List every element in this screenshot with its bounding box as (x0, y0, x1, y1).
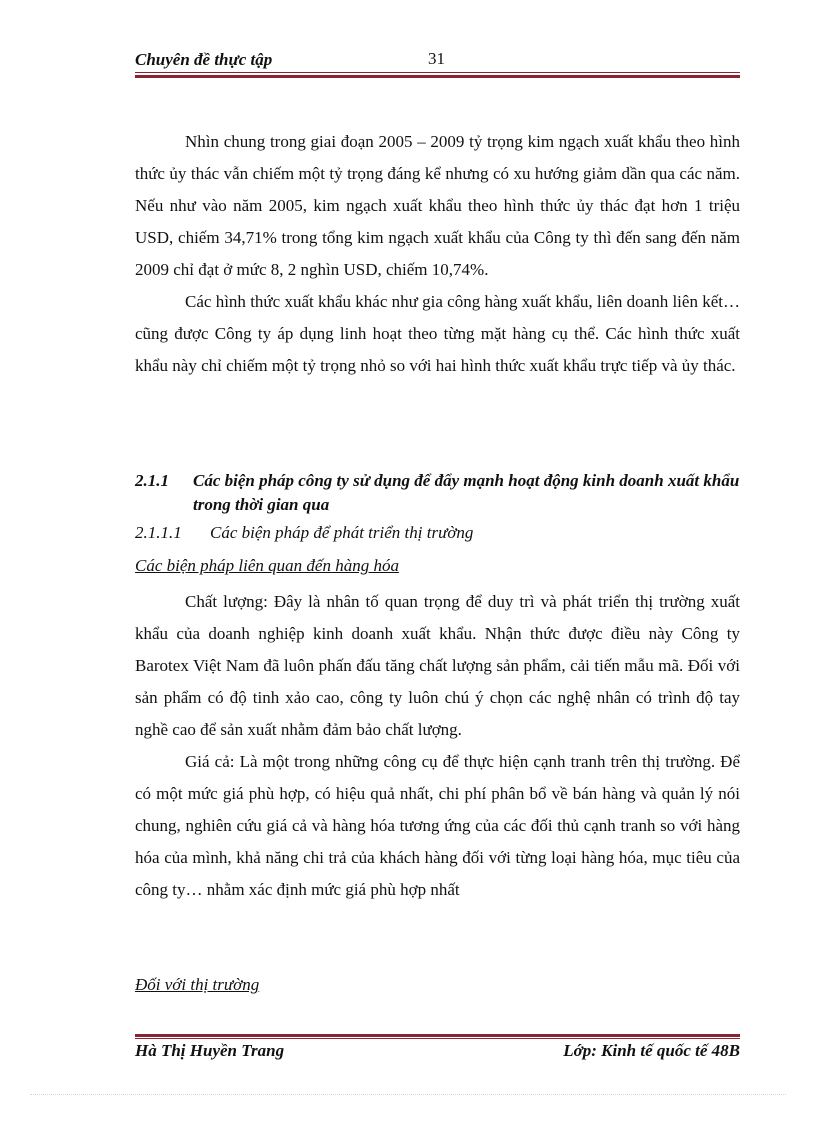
page-header (135, 48, 740, 72)
sub-heading-goods: Các biện pháp liên quan đến hàng hóa (135, 556, 399, 575)
footer-rule-top (135, 1034, 740, 1037)
footer-class: Lớp: Kinh tế quốc tế 48B (563, 1041, 740, 1060)
page-number: 31 (428, 49, 445, 68)
body-text-bottom (135, 586, 740, 906)
footer-author: Hà Thị Huyền Trang (135, 1041, 285, 1060)
subsection-number: 2.1.1.1 (135, 523, 182, 542)
paragraph-other-forms: Các hình thức xuất khẩu khác như gia công hàng xuất khẩu, liên doanh liên kết… cũng được Công ty áp dụng linh hoạt theo từng mặt hàng cụ thể. Các hình thức xuất khẩu này chỉ chiếm một tỷ trọng nhỏ so với hai hình thức xuất khẩu trực tiếp và ủy thác. (135, 292, 740, 375)
sub-heading-market: Đối với thị trường (135, 975, 260, 994)
section-title: Các biện pháp công ty sử dụng để đẩy mạnh hoạt động kinh doanh xuất khẩu trong thời gian qua (193, 471, 740, 514)
header-rule-top (135, 72, 740, 73)
paragraph-price: Giá cả: Là một trong những công cụ để thực hiện cạnh tranh trên thị trường. Để có một mức giá phù hợp, có hiệu quả nhất, chi phí phân bổ về bán hàng và quản lý nói chung, nghiên cứu giá cả và hàng hóa tương ứng của các đối thủ cạnh tranh so với hàng hóa của mình, khả năng chi trả của khách hàng đối với từng loại hàng hóa, mục tiêu của công ty… nhằm xác định mức giá phù hợp nhất (135, 752, 740, 899)
paragraph-quality: Chất lượng: Đây là nhân tố quan trọng để duy trì và phát triển thị trường xuất khẩu của doanh nghiệp kinh doanh xuất khẩu. Nhận thức được điều này Công ty Barotex Việt Nam đã luôn phấn đấu tăng chất lượng sản phẩm, cải tiến mẫu mã. Đối với sản phẩm có độ tinh xảo cao, công ty luôn chú ý chọn các nghệ nhân có trình độ tay nghề cao để sản xuất nhằm đảm bảo chất lượng. (135, 592, 740, 739)
page-boundary-line (30, 1094, 786, 1095)
paragraph-export-trend: Nhìn chung trong giai đoạn 2005 – 2009 tỷ trọng kim ngạch xuất khẩu theo hình thức ủy thác vẫn chiếm một tỷ trọng đáng kể nhưng có xu hướng giảm dần qua các năm. Nếu như vào năm 2005, kim ngạch xuất khẩu theo hình thức ủy thác đạt hơn 1 triệu USD, chiếm 34,71% trong tổng kim ngạch xuất khẩu của Công ty thì đến sang đến năm 2009 chỉ đạt ở mức 8, 2 nghìn USD, chiếm 10,74%. (135, 132, 740, 279)
section-number: 2.1.1 (135, 471, 169, 490)
header-title: Chuyên đề thực tập (135, 50, 273, 69)
subsection-title: Các biện pháp để phát triển thị trường (210, 523, 474, 542)
footer-rule-bottom (135, 1038, 740, 1039)
body-text-top (135, 126, 740, 382)
page-footer (135, 1041, 740, 1063)
header-rule-bottom (135, 75, 740, 78)
